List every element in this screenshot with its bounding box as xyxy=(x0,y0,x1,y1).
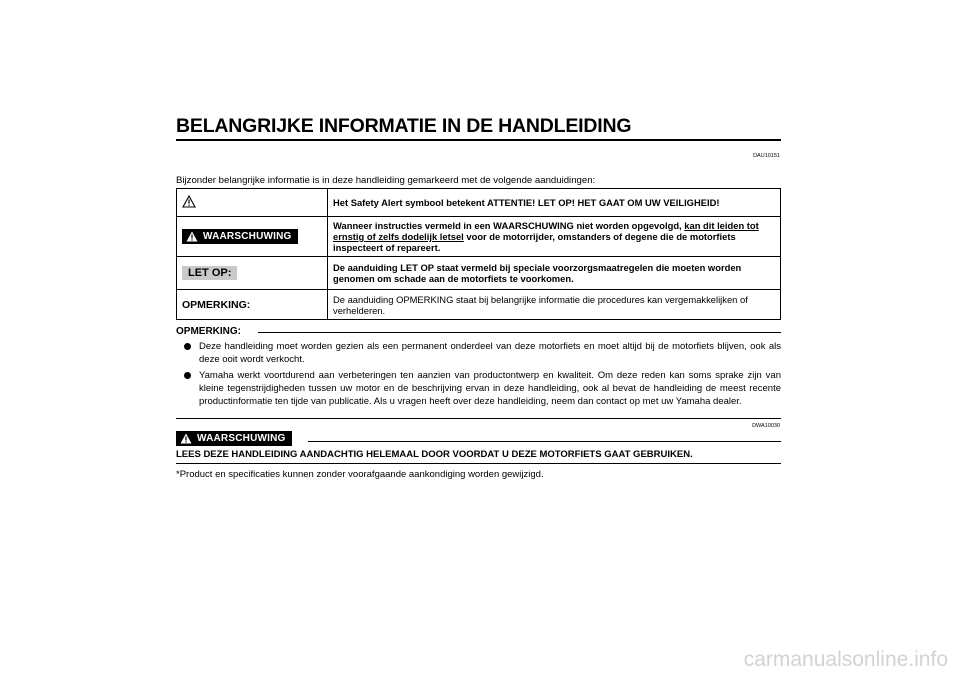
note-list xyxy=(183,340,781,411)
list-item: Yamaha werkt voortdurend aan verbeteringen ten aanzien van productontwerp en kwaliteit. Om deze reden kan soms sprake zijn van kleine tegenstrijdigheden tussen uw motor en de beschrijving ervan in deze handleiding, ook al bevat de handleiding de meest recente productinformatie ten tijde van publicatie. Als u vragen heeft over deze handleiding, neem dan contact op met uw Yamaha dealer. xyxy=(183,369,781,408)
safety-alert-description: Het Safety Alert symbool betekent ATTENTIE! LET OP! HET GAAT OM UW VEILIGHEID! xyxy=(328,189,781,217)
caution-badge: LET OP: xyxy=(182,266,237,280)
warning-badge xyxy=(176,431,292,446)
list-item: Deze handleiding moet worden gezien als een permanent onderdeel van deze motorfiets en moet altijd bij de motorfiets blijven, ook als deze ooit wordt verkocht. xyxy=(183,340,781,366)
note-label-cell xyxy=(177,290,328,320)
warning-text: LEES DEZE HANDLEIDING AANDACHTIG HELEMAAL DOOR VOORDAT U DEZE MOTORFIETS GAAT GEBRUIKEN. xyxy=(176,449,693,460)
intro-text: Bijzonder belangrijke informatie is in deze handleiding gemarkeerd met de volgende aanduidingen: xyxy=(176,175,596,186)
note-description: De aanduiding OPMERKING staat bij belangrijke informatie die procedures kan vergemakkelijken of verhelderen. xyxy=(328,290,781,320)
warning-badge-label: WAARSCHUWING xyxy=(203,231,292,242)
caution-label-cell xyxy=(177,257,328,290)
warning-heading xyxy=(176,431,292,449)
safety-alert-icon xyxy=(182,199,196,210)
warning-description-a: Wanneer instructies vermeld in een WAARSCHUWING niet worden opgevolgd, xyxy=(333,220,682,231)
note-label: OPMERKING: xyxy=(182,298,251,311)
warning-badge xyxy=(182,229,298,244)
warning-bottom-rule xyxy=(176,463,781,464)
note-rule xyxy=(258,332,781,333)
table-row xyxy=(177,257,781,290)
bullet-icon xyxy=(184,343,191,350)
warning-rule xyxy=(308,441,781,442)
caution-description: De aanduiding LET OP staat vermeld bij speciale voorzorgsmaatregelen die moeten worden genomen om schade aan de motorfiets te voorkomen. xyxy=(328,257,781,290)
warning-badge-label: WAARSCHUWING xyxy=(197,433,286,444)
page-title: BELANGRIJKE INFORMATIE IN DE HANDLEIDING xyxy=(176,115,632,137)
title-rule xyxy=(176,139,781,141)
table-row xyxy=(177,217,781,257)
warning-description-underlined: kan dit leiden tot ernstig of zelfs dodelijk letsel xyxy=(333,220,759,242)
footnote: *Product en specificaties kunnen zonder voorafgaande aankondiging worden gewijzigd. xyxy=(176,469,544,480)
warning-description xyxy=(328,217,781,257)
section-code: DAU10151 xyxy=(753,153,780,159)
symbol-cell xyxy=(177,189,328,217)
table-row xyxy=(177,290,781,320)
warning-code: DWA10030 xyxy=(752,423,780,429)
note-heading: OPMERKING: xyxy=(176,326,241,337)
table-row xyxy=(177,189,781,217)
warning-label-cell xyxy=(177,217,328,257)
warning-triangle-icon xyxy=(180,433,192,444)
warning-triangle-icon xyxy=(186,231,198,242)
bullet-icon xyxy=(184,372,191,379)
signal-words-table xyxy=(176,188,781,320)
watermark: carmanualsonline.info xyxy=(743,648,948,671)
warning-description-b: voor de motorrijder, omstanders of degene die de motorfiets inspecteert of repareert. xyxy=(333,231,736,253)
separator-rule xyxy=(176,418,781,419)
